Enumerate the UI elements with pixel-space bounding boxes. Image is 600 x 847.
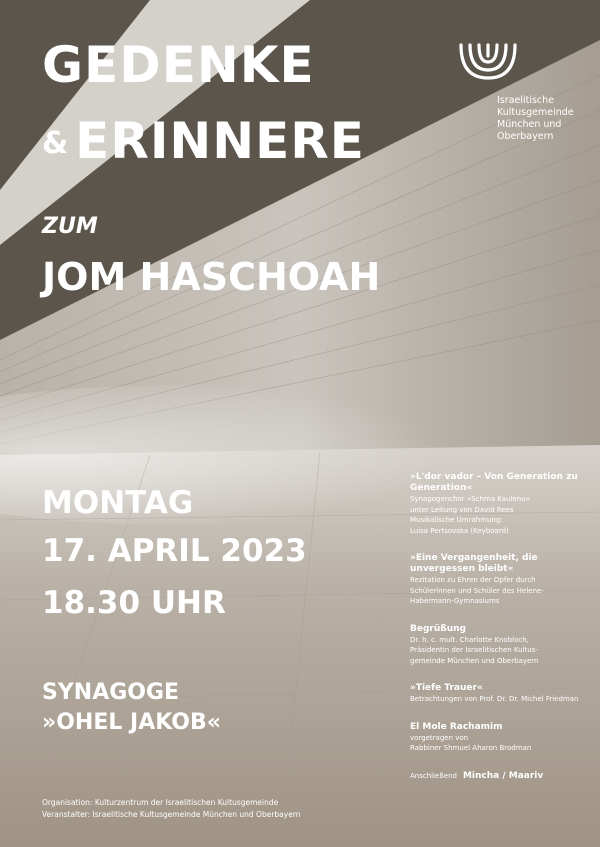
title-erinnere (42, 112, 365, 170)
program-item-body-line: Rabbiner Shmuel Aharon Brodman (410, 744, 532, 752)
event-time: 18.30 UHR (42, 585, 226, 621)
program-item-title-line: Begrüßung (410, 623, 466, 634)
program-item-body-line: Musikalische Umrahmung: (410, 516, 503, 524)
logo-text (497, 95, 574, 143)
closing-title: Mincha / Maariv (462, 770, 544, 781)
footer-organisation: Organisation: Kulturzentrum der Israelitischen Kultusgemeinde (42, 798, 279, 807)
program-item-title-line: »L'dor vador – Von Generation zu (410, 472, 578, 482)
program-item-title-line: »Eine Vergangenheit, die (410, 553, 538, 563)
program-item-body-line: unter Leitung von David Rees (410, 505, 514, 514)
logo-text-line: München und (497, 119, 562, 130)
logo-text-line: Oberbayern (497, 131, 554, 142)
program-list (410, 472, 592, 782)
closing-line (410, 771, 592, 782)
logo-text-line: Kultusgemeinde (497, 107, 574, 118)
venue-line-1: SYNAGOGE (42, 680, 180, 705)
program-item-body-line: Schülerinnen und Schüler des Helene- (410, 586, 544, 595)
title-ampersand: & (42, 126, 70, 161)
program-item-body (410, 733, 592, 754)
program-item-body-line: Präsidentin der Israelitischen Kultus- (410, 646, 538, 654)
menorah-icon (458, 42, 518, 84)
program-item-title (410, 683, 592, 694)
program-item-title (410, 553, 592, 575)
program-item (410, 472, 592, 536)
title-erinnere-text: ERINNERE (75, 112, 365, 170)
event-date: 17. APRIL 2023 (42, 533, 307, 569)
program-item-title-line: Generation« (410, 483, 473, 493)
program-item-title-line: El Mole Rachamim (410, 721, 503, 732)
program-item-title (410, 472, 592, 494)
logo-text-line: Israelitische (497, 95, 555, 106)
program-item-body (410, 494, 592, 536)
closing-label: Anschließend (410, 771, 457, 780)
program-item-body-line: Luisa Pertsovska (Keyboard) (410, 526, 509, 535)
program-item-body-line: Habermann-Gymnasiums (410, 597, 500, 605)
program-item (410, 683, 592, 705)
program-item-body-line: vorgetragen von (410, 733, 469, 742)
subtitle-zum: ZUM (42, 214, 98, 239)
event-day: MONTAG (42, 485, 194, 521)
program-item-title (410, 722, 592, 733)
program-item-body (410, 575, 592, 607)
title-gedenke: GEDENKE (42, 36, 315, 94)
footer-veranstalter: Veranstalter: Israelitische Kultusgemeinde München und Oberbayern (42, 810, 301, 819)
program-item-title-line: »Tiefe Trauer« (410, 683, 483, 693)
program-item-body-line: Dr. h. c. mult. Charlotte Knobloch, (410, 635, 529, 644)
program-item-body-line: Synagogenchor »Schma Kaulenu« (410, 495, 530, 503)
program-item-body-line: gemeinde München und Oberbayern (410, 656, 539, 665)
program-item-body-line: Betrachtungen von Prof. Dr. Dr. Michel Friedman (410, 695, 579, 703)
event-name: JOM HASCHOAH (42, 255, 381, 299)
program-item (410, 553, 592, 607)
venue-line-2: »OHEL JAKOB« (42, 710, 221, 735)
program-item (410, 624, 592, 667)
program-item-body (410, 635, 592, 667)
program-item-title-line: unvergessen bleibt« (410, 564, 514, 574)
program-item-body (410, 694, 592, 705)
program-item (410, 722, 592, 754)
program-item-body-line: Rezitation zu Ehren der Opfer durch (410, 576, 536, 584)
program-item-title (410, 624, 592, 635)
footer-credits (42, 797, 301, 821)
